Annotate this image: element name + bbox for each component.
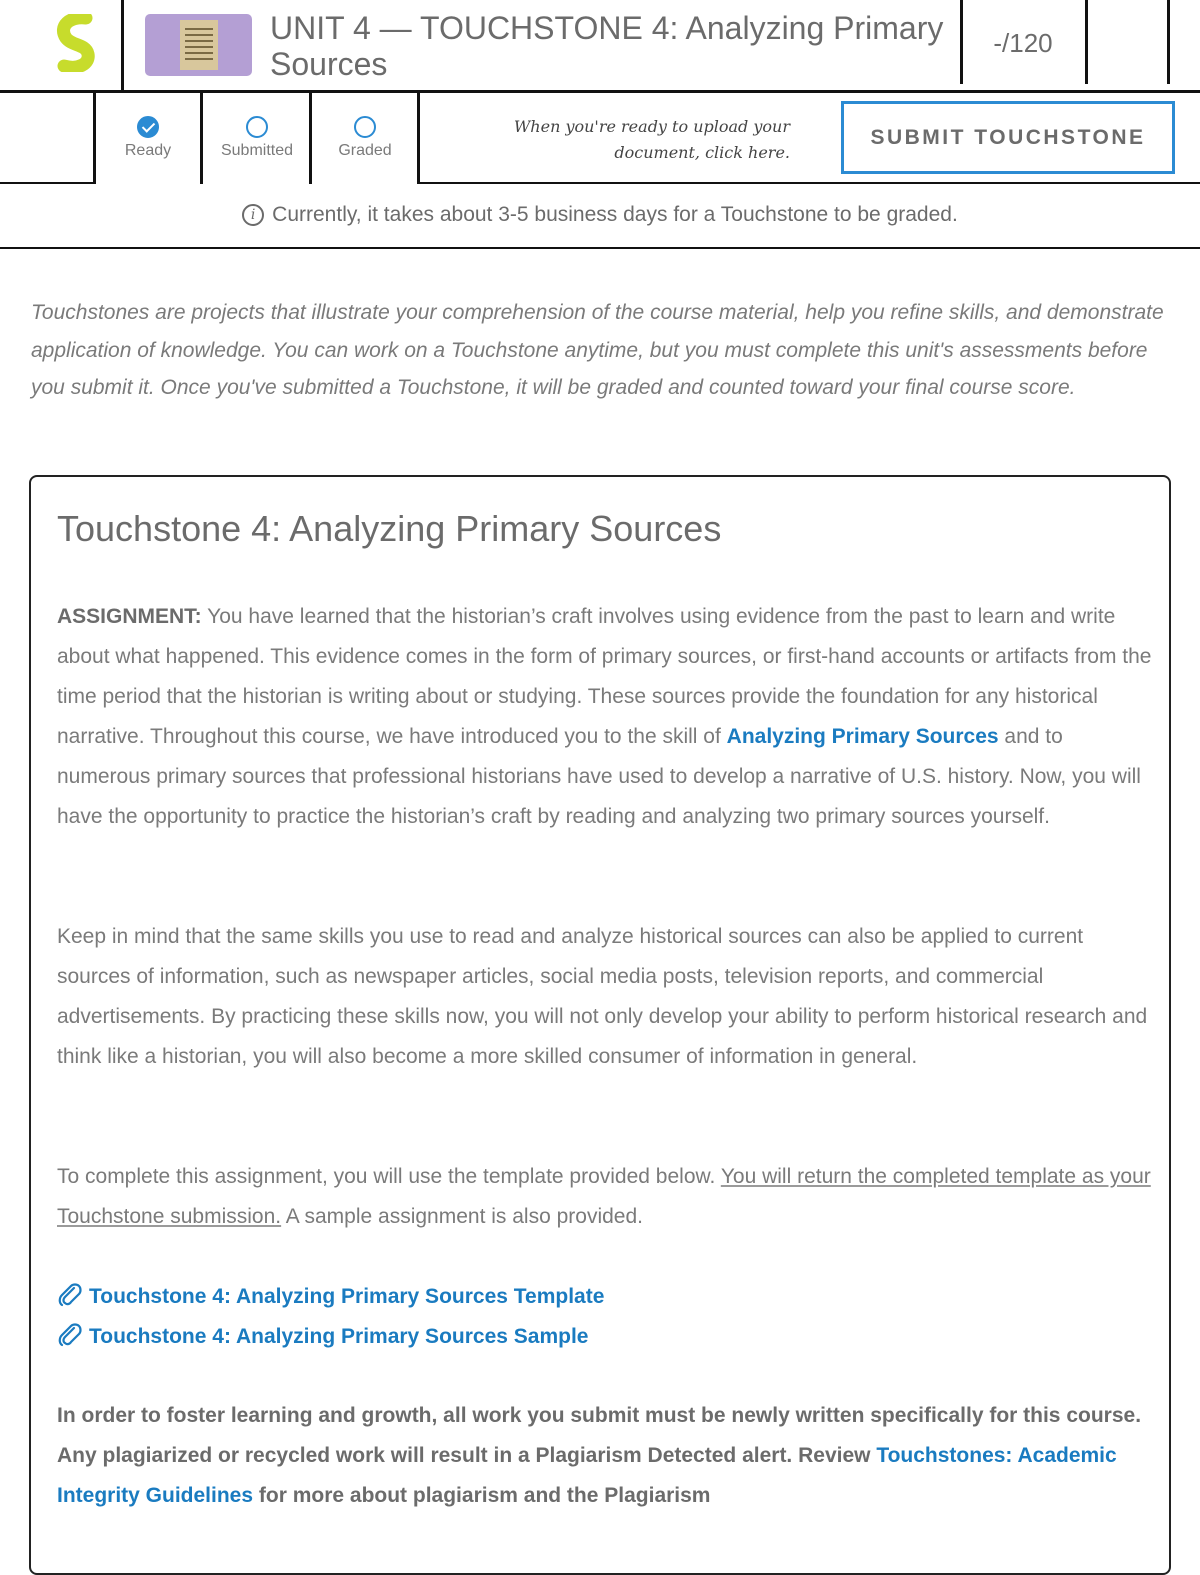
assignment-label: ASSIGNMENT: xyxy=(57,605,202,628)
analyzing-primary-sources-link[interactable]: Analyzing Primary Sources xyxy=(726,725,999,748)
document-thumbnail-icon xyxy=(145,14,252,76)
header-bottom-border xyxy=(0,90,1200,93)
grading-notice-text: Currently, it takes about 3-5 business days for a Touchstone to be graded. xyxy=(272,203,958,226)
template-paragraph xyxy=(57,1157,1152,1237)
grading-notice xyxy=(0,203,1200,227)
score-display: -/120 xyxy=(993,28,1053,58)
status-step-ready xyxy=(94,116,202,160)
template-attachment-link[interactable] xyxy=(57,1282,604,1309)
status-right-bottom xyxy=(417,182,1200,184)
sample-attachment-link[interactable] xyxy=(57,1322,588,1349)
integrity-paragraph xyxy=(57,1396,1152,1516)
status-step-graded xyxy=(311,116,419,160)
template-text-underlined: You will return the completed template as your Touchstone submission. xyxy=(57,1165,1151,1228)
assignment-text-a: You have learned that the historian’s craft involves using evidence from the past to learn and write about what happened. This evidence comes in the form of primary sources, or first-hand accounts or artifacts from the time period that the historian is writing about or studying. These sources provide the foundation for any historical narrative. Throughout this course, we have introduced you to the skill of xyxy=(57,605,1152,748)
assignment-text-b: and to numerous primary sources that professional historians have used to develop a narrative of U.S. history. Now, you will have the opportunity to practice the historian’s craft by reading and analyzing two primary sources yourself. xyxy=(57,725,1141,828)
status-step-submitted xyxy=(203,116,311,160)
empty-circle-icon xyxy=(246,116,268,138)
info-icon: i xyxy=(242,204,264,226)
template-text-a: To complete this assignment, you will use the template provided below. xyxy=(57,1165,721,1188)
paperclip-icon xyxy=(57,1322,83,1348)
template-attachment-label: Touchstone 4: Analyzing Primary Sources Template xyxy=(89,1285,605,1308)
assignment-paragraph xyxy=(57,597,1152,837)
intro-paragraph: Touchstones are projects that illustrate your comprehension of the course material, help you refine skills, and demonstrate application of knowledge. You can work on a Touchstone anytime, but you must complete this unit's assessments before you submit it. Once you've submitted a Touchstone, it will be graded and counted toward your final course score. xyxy=(31,301,1164,399)
integrity-text-a: In order to foster learning and growth, all work you submit must be newly written specifically for this course. Any plagiarized or recycled work will result in a Plagiarism Detected alert. Review xyxy=(57,1404,1142,1467)
skills-paragraph: Keep in mind that the same skills you use to read and analyze historical sources can also be applied to current sources of information, such as newspaper articles, social media posts, television reports, and commercial advertisements. By practicing these skills now, you will not only develop your ability to perform historical research and think like a historian, you will also become a more skilled consumer of information in general. xyxy=(57,925,1148,1068)
header-divider-4 xyxy=(1167,0,1170,84)
integrity-text-b: for more about plagiarism and the Plagiarism xyxy=(253,1484,711,1507)
header-divider-1 xyxy=(121,0,124,90)
check-circle-icon xyxy=(137,116,159,138)
paperclip-icon xyxy=(57,1282,83,1308)
header-divider-3 xyxy=(1085,0,1088,84)
sample-attachment-label: Touchstone 4: Analyzing Primary Sources Sample xyxy=(89,1325,589,1348)
submit-touchstone-button[interactable]: SUBMIT TOUCHSTONE xyxy=(841,101,1175,174)
status-step-label: Ready xyxy=(124,142,172,159)
card-title: Touchstone 4: Analyzing Primary Sources xyxy=(57,508,722,549)
page-title: UNIT 4 — TOUCHSTONE 4: Analyzing Primary Sources xyxy=(270,10,944,82)
academic-integrity-link[interactable]: Touchstones: Academic Integrity Guidelines xyxy=(57,1444,1117,1507)
logo-icon[interactable] xyxy=(52,14,102,72)
status-step-label: Submitted xyxy=(220,142,294,159)
template-text-b: A sample assignment is also provided. xyxy=(281,1205,643,1228)
upload-hint: When you're ready to upload your document, click here. xyxy=(513,117,790,162)
notice-bottom-border xyxy=(0,247,1200,249)
status-left-stub xyxy=(0,182,95,184)
status-step-label: Graded xyxy=(338,142,392,159)
empty-circle-icon xyxy=(354,116,376,138)
